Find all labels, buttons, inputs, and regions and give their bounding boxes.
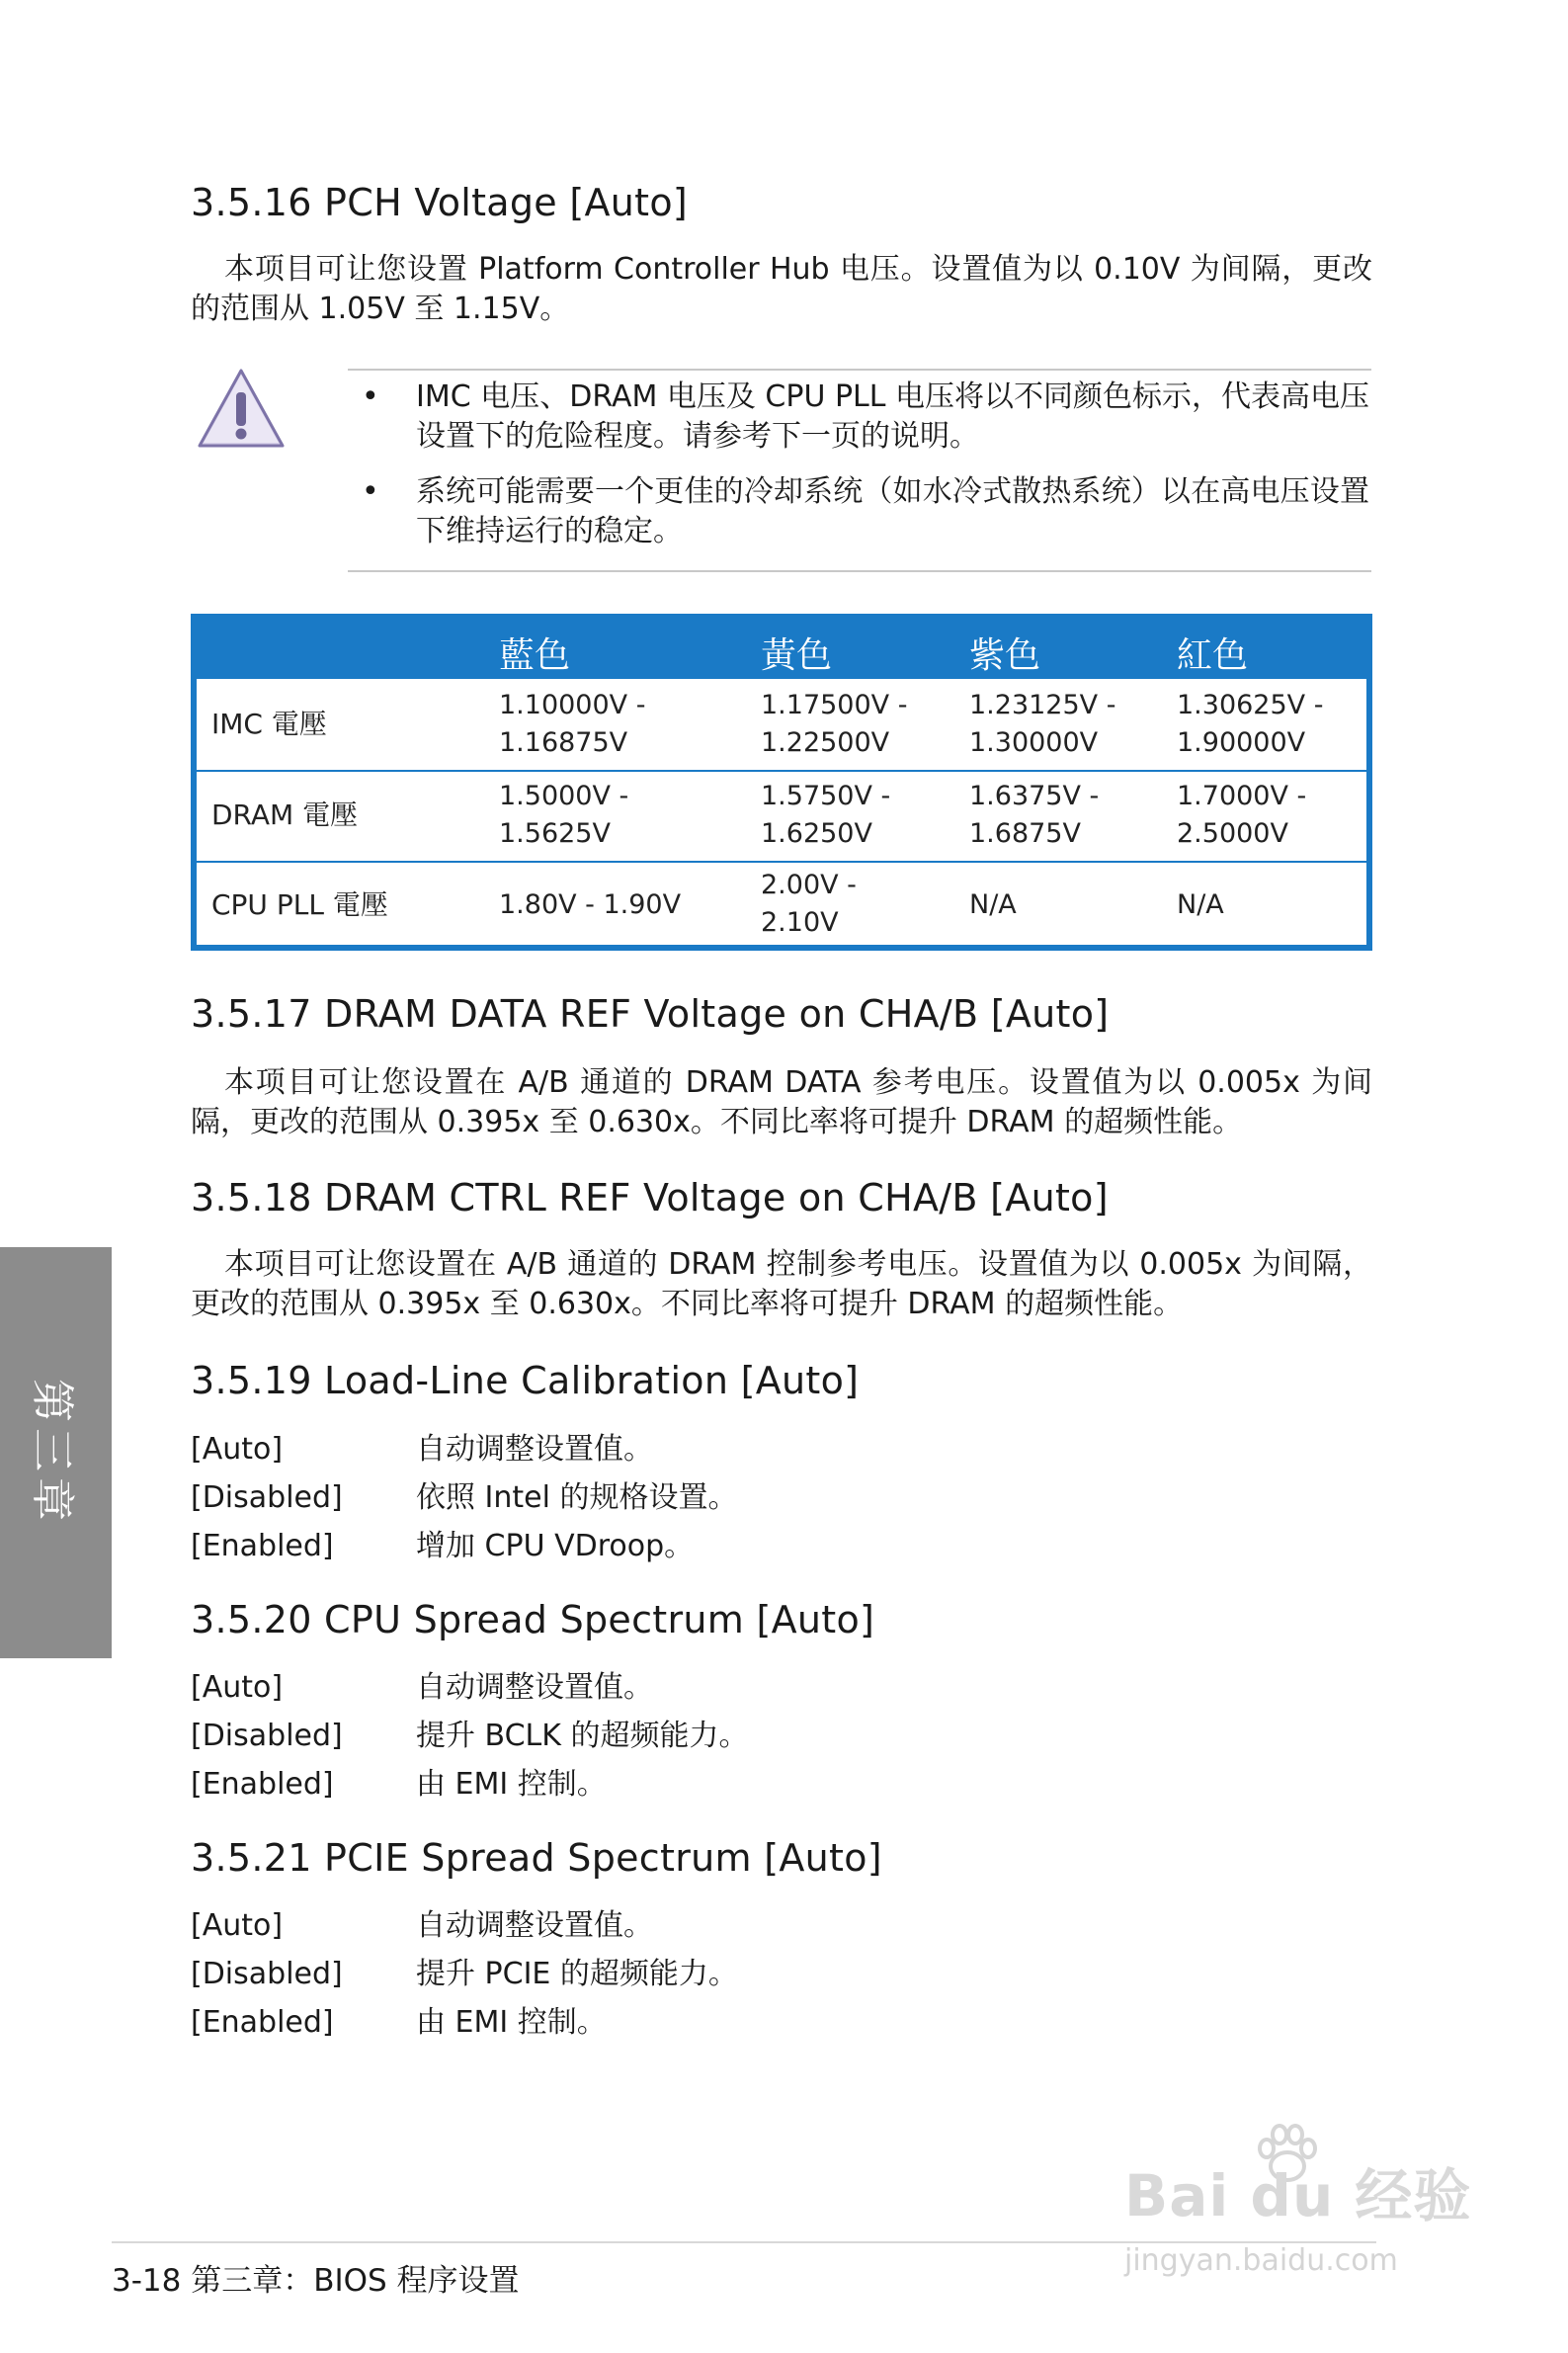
table-row bbox=[197, 770, 1366, 863]
option-row bbox=[191, 1906, 653, 1946]
option-key: [Enabled] bbox=[191, 1767, 334, 1802]
table-cell: 1.6375V - 1.6875V bbox=[969, 781, 1100, 849]
option-desc: 由 EMI 控制。 bbox=[416, 2005, 607, 2040]
header-blue: 藍色 bbox=[499, 635, 571, 676]
option-desc: 自动调整设置值。 bbox=[416, 1432, 653, 1467]
row-label: IMC 電壓 bbox=[211, 708, 327, 740]
option-row bbox=[191, 1717, 748, 1756]
option-desc: 提升 BCLK 的超频能力。 bbox=[416, 1719, 749, 1753]
note-bottom-rule bbox=[348, 570, 1371, 572]
header-yellow: 黃色 bbox=[761, 635, 833, 676]
table-cell: 1.23125V - 1.30000V bbox=[969, 690, 1116, 758]
header-red: 紅色 bbox=[1177, 635, 1249, 676]
voltage-color-table bbox=[191, 614, 1372, 951]
watermark-url: jingyan.baidu.com bbox=[1124, 2243, 1398, 2278]
table-cell: N/A bbox=[1177, 889, 1224, 920]
section-title-cpu-spread: 3.5.20 CPU Spread Spectrum [Auto] bbox=[191, 1598, 875, 1641]
option-desc: 依照 Intel 的规格设置。 bbox=[416, 1480, 738, 1515]
table-cell: 1.17500V - 1.22500V bbox=[761, 690, 908, 758]
option-row bbox=[191, 1478, 738, 1518]
table-cell: 1.5750V - 1.6250V bbox=[761, 781, 891, 849]
table-row bbox=[197, 861, 1366, 954]
option-key: [Disabled] bbox=[191, 1719, 343, 1753]
table-cell: 1.7000V - 2.5000V bbox=[1177, 781, 1307, 849]
warning-icon bbox=[194, 365, 289, 452]
option-key: [Auto] bbox=[191, 1670, 284, 1705]
footer-rule bbox=[112, 2241, 1376, 2243]
table-cell: 1.30625V - 1.90000V bbox=[1177, 690, 1324, 758]
bullet: • bbox=[362, 474, 379, 509]
note-text: 系统可能需要一个更佳的冷却系统（如水冷式散热系统）以在高电压设置下维持运行的稳定。 bbox=[416, 474, 1369, 548]
table-cell: 1.5000V - 1.5625V bbox=[499, 781, 629, 849]
table-header bbox=[197, 620, 1366, 679]
section-title-dram-ctrl-ref: 3.5.18 DRAM CTRL REF Voltage on CHA/B [Auto] bbox=[191, 1176, 1109, 1219]
option-key: [Disabled] bbox=[191, 1480, 343, 1515]
option-desc: 增加 CPU VDroop。 bbox=[416, 1529, 695, 1563]
section-body-pch-voltage: 本项目可让您设置 Platform Controller Hub 电压。设置值为以 0.10V 为间隔，更改的范围从 1.05V 至 1.15V。 bbox=[191, 252, 1372, 326]
section-title-pcie-spread: 3.5.21 PCIE Spread Spectrum [Auto] bbox=[191, 1836, 882, 1880]
table-row bbox=[197, 679, 1366, 770]
section-title-dram-data-ref: 3.5.17 DRAM DATA REF Voltage on CHA/B [Auto] bbox=[191, 992, 1110, 1036]
note-item bbox=[362, 378, 1369, 457]
option-key: [Auto] bbox=[191, 1432, 284, 1467]
section-body-dram-ctrl-ref: 本项目可让您设置在 A/B 通道的 DRAM 控制参考电压。设置值为以 0.005x 为间隔，更改的范围从 0.395x 至 0.630x。不同比率将可提升 DRAM 的超频性能。 bbox=[191, 1247, 1372, 1321]
option-desc: 自动调整设置值。 bbox=[416, 1908, 653, 1943]
option-desc: 提升 PCIE 的超频能力。 bbox=[416, 1957, 738, 1991]
option-row bbox=[191, 1668, 653, 1708]
option-desc: 自动调整设置值。 bbox=[416, 1670, 653, 1705]
section-body-dram-data-ref: 本项目可让您设置在 A/B 通道的 DRAM DATA 参考电压。设置值为以 0.005x 为间隔，更改的范围从 0.395x 至 0.630x。不同比率将可提升 DRAM 的超频性能。 bbox=[191, 1065, 1372, 1139]
bullet: • bbox=[362, 379, 379, 414]
table-cell: 1.10000V - 1.16875V bbox=[499, 690, 646, 758]
chapter-side-tab bbox=[0, 1247, 112, 1658]
note-top-rule bbox=[348, 369, 1371, 371]
table-cell: N/A bbox=[969, 889, 1017, 920]
option-row bbox=[191, 1955, 738, 1994]
option-desc: 由 EMI 控制。 bbox=[416, 1767, 607, 1802]
table-cell: 1.80V - 1.90V bbox=[499, 889, 682, 920]
option-row bbox=[191, 1765, 607, 1805]
row-label: CPU PLL 電壓 bbox=[211, 888, 388, 921]
page-footer: 3-18 第三章：BIOS 程序设置 bbox=[112, 2263, 520, 2299]
note-text: IMC 电压、DRAM 电压及 CPU PLL 电压将以不同颜色标示，代表高电压设置下的危险程度。请参考下一页的说明。 bbox=[416, 379, 1370, 454]
section-title-load-line: 3.5.19 Load-Line Calibration [Auto] bbox=[191, 1359, 860, 1402]
table-cell: 2.00V - 2.10V bbox=[761, 870, 857, 938]
option-key: [Disabled] bbox=[191, 1957, 343, 1991]
watermark-logo: Bai du 经验 bbox=[1124, 2162, 1472, 2229]
option-key: [Enabled] bbox=[191, 1529, 334, 1563]
header-purple: 紫色 bbox=[969, 635, 1041, 676]
note-item bbox=[362, 472, 1369, 551]
section-title-pch-voltage: 3.5.16 PCH Voltage [Auto] bbox=[191, 181, 689, 224]
option-row bbox=[191, 2003, 607, 2043]
option-key: [Enabled] bbox=[191, 2005, 334, 2040]
option-row bbox=[191, 1430, 653, 1470]
option-key: [Auto] bbox=[191, 1908, 284, 1943]
option-row bbox=[191, 1527, 694, 1566]
chapter-side-tab-label: 第三章 bbox=[26, 1379, 77, 1527]
row-label: DRAM 電壓 bbox=[211, 798, 359, 831]
